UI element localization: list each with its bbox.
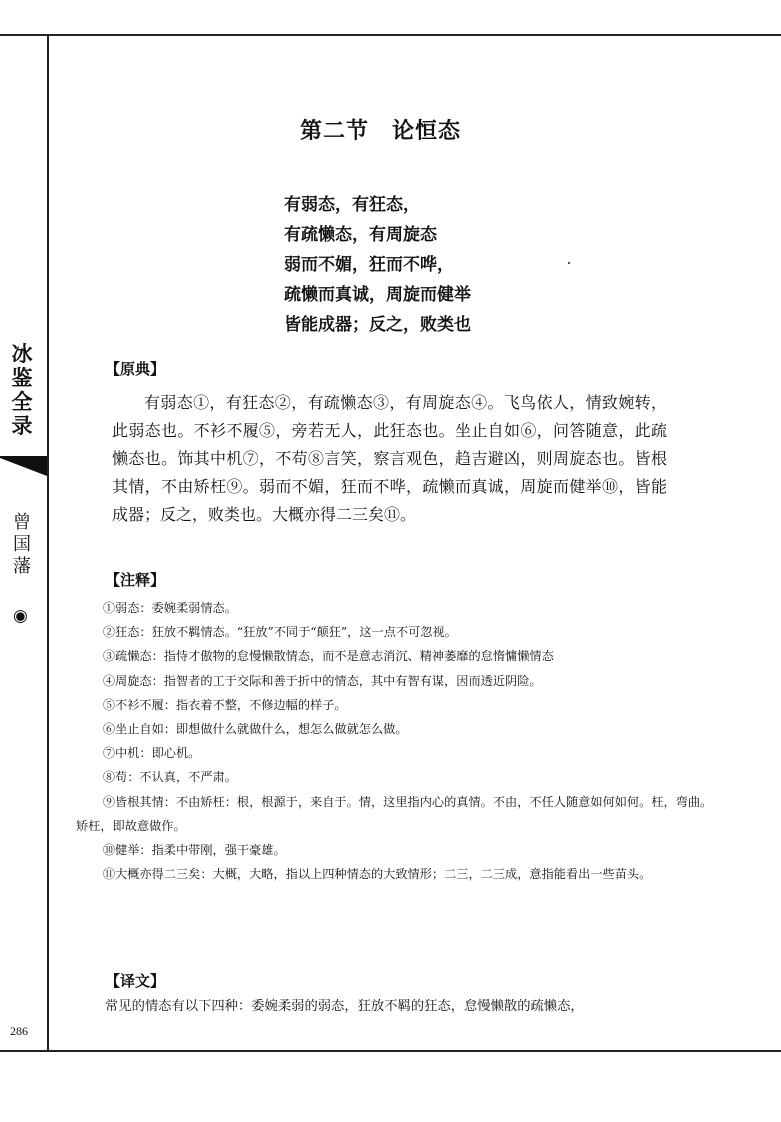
notes-header: 【注释】 xyxy=(105,571,166,589)
side-author-char: 藩 xyxy=(13,556,31,577)
note-item: ②狂态：狂放不羁情态。“狂放”不同于“颠狂”，这一点不可忽视。 xyxy=(102,625,457,640)
side-title-char: 录 xyxy=(11,413,33,438)
poem-line: 弱而不媚，狂而不哗， xyxy=(284,255,454,275)
speck xyxy=(568,262,570,264)
side-author-char: 曾 xyxy=(13,512,31,533)
top-rule xyxy=(0,34,781,36)
note-item: ④周旋态：指智者的工于交际和善于折中的情态，其中有智有谋，因而透近阴险。 xyxy=(102,673,542,688)
note-item: ⑤不衫不履：指衣着不整，不修边幅的样子。 xyxy=(102,697,347,712)
note-item: ⑧苟：不认真，不严肃。 xyxy=(102,770,237,785)
spine-rule xyxy=(47,34,49,1051)
bottom-rule xyxy=(0,1050,781,1052)
note-item: ⑩健举：指柔中带刚，强干豪雄。 xyxy=(102,843,286,858)
poem xyxy=(284,190,471,340)
side-author xyxy=(6,512,38,578)
side-title-char: 鉴 xyxy=(11,365,33,390)
side-wedge xyxy=(0,458,47,476)
side-title-char: 全 xyxy=(11,389,33,414)
original-header: 【原典】 xyxy=(105,360,166,378)
note-item: ③疏懒态：指恃才傲物的怠慢懒散情态，而不是意志消沉、精神萎靡的怠惰慵懒情态 xyxy=(102,649,554,664)
note-item: ①弱态：委婉柔弱情态。 xyxy=(102,601,237,615)
translation-text: 常见的情态有以下四种：委婉柔弱的弱态，狂放不羁的狂态，怠慢懒散的疏懒态， xyxy=(105,999,584,1014)
side-author-char: 国 xyxy=(13,534,31,555)
notes-list xyxy=(76,596,716,886)
side-book-title xyxy=(4,342,40,438)
original-text xyxy=(112,389,667,529)
original-paragraph: 有弱态①，有狂态②，有疏懒态③，有周旋态④。飞鸟依人，情致婉转，此弱态也。不衫不履⑤，旁若无人，此狂态也。坐止自如⑥，问答随意，此疏懒态也。饰其中机⑦，不苟⑧言笑，察言观色，趋吉避凶，则周旋态也。皆根其情，不由矫枉⑨。弱而不媚，狂而不哗，疏懒而真诚，周旋而健举⑩，皆能成器；反之，败类也。大概亦得二三矣⑪。 xyxy=(112,393,667,524)
poem-line: 疏懒而真诚，周旋而健举 xyxy=(284,285,471,305)
poem-line: 有弱态，有狂态， xyxy=(284,195,420,215)
poem-line: 有疏懒态，有周旋态 xyxy=(284,225,437,245)
note-item: ⑦中机：即心机。 xyxy=(102,746,201,761)
side-title-char: 冰 xyxy=(11,341,33,366)
section-heading: 第二节 论恒态 xyxy=(300,119,462,144)
note-item: ⑪大概亦得二三矣：大概，大略，指以上四种情态的大致情形；二三，二三成，意指能看出一些苗头。 xyxy=(102,867,652,882)
page-number: 286 xyxy=(10,1024,28,1038)
bullseye-icon: ◉ xyxy=(13,606,28,626)
note-item: ⑥坐止自如：即想做什么就做什么，想怎么做就怎么做。 xyxy=(102,722,408,737)
note-item: ⑨皆根其情：不由矫枉：根，根源于，来自于。情，这里指内心的真情。不由，不任人随意如何如何。枉，弯曲。矫枉，即故意做作。 xyxy=(76,794,713,833)
translation-header: 【译文】 xyxy=(105,972,166,990)
poem-line: 皆能成器；反之，败类也 xyxy=(284,315,471,335)
